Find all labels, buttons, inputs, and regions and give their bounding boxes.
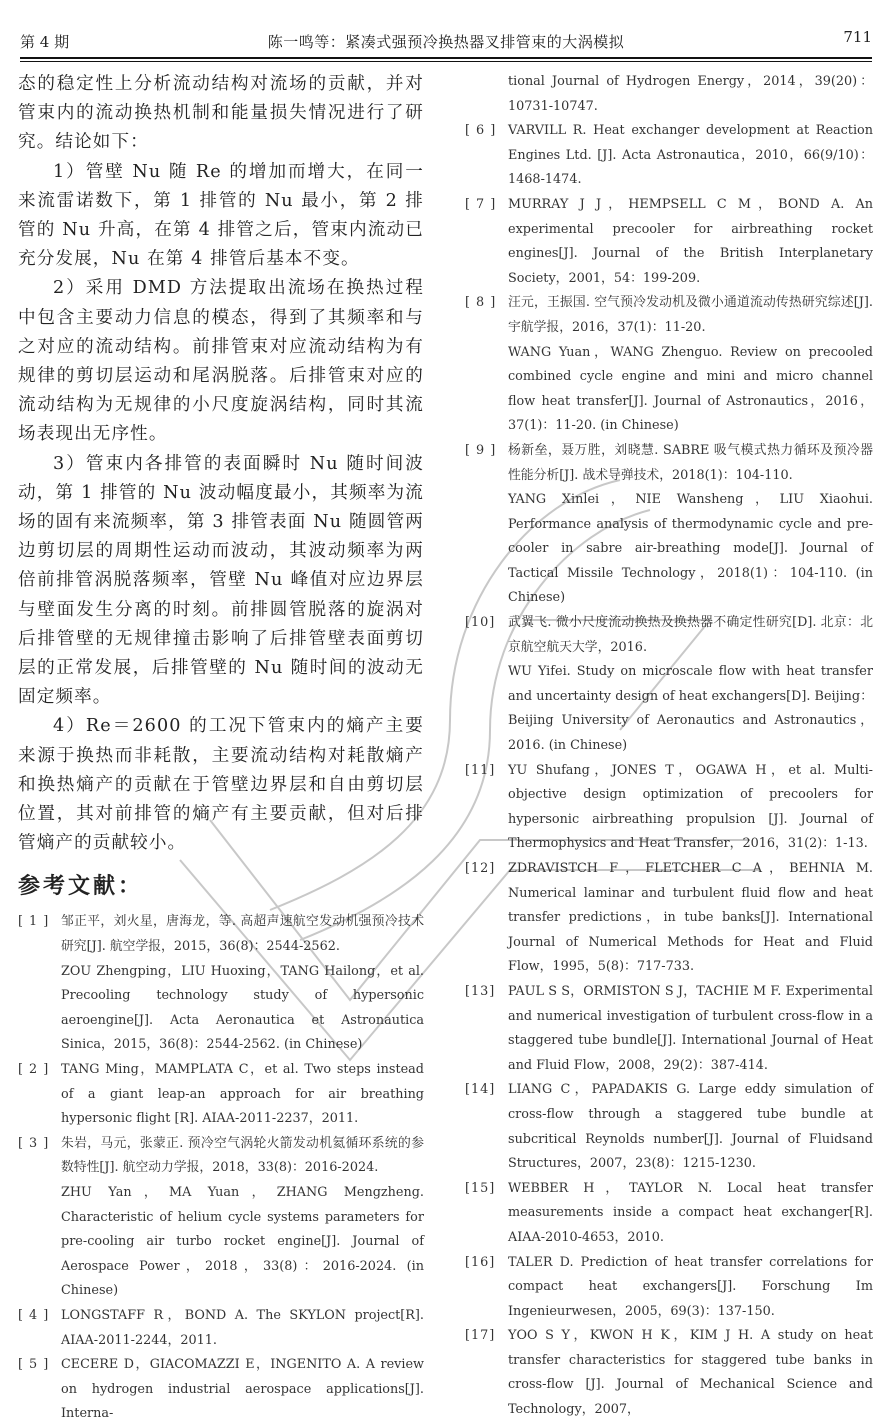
- reference-line: WU Yifei. Study on microscale flow with heat transfer and uncertainty design of heat exchangers[D]. Beijing：Beijing University of Aeronautics and Astronautics，2016. (in Chinese): [508, 664, 873, 754]
- reference-line: 邹正平，刘火星，唐海龙，等. 高超声速航空发动机强预冷技术研究[J]. 航空学报，2015，36(8)：2544-2562.: [61, 914, 424, 955]
- reference-line: YOO S Y，KWON H K，KIM J H. A study on heat transfer characteristics for staggered tube banks in cross-flow [J]. Journal of Mechanical Science and Technology，2007，: [508, 1328, 873, 1418]
- reference-line: WANG Yuan，WANG Zhenguo. Review on precooled combined cycle engine and mini and micro channel flow heat transfer[J]. Journal of Astronautics，2016，37(1)：11-20. (in Chinese): [508, 344, 873, 434]
- reference-number: [17]: [465, 1328, 496, 1344]
- reference-line: TALER D. Prediction of heat transfer correlations for compact heat exchangers[J]. Forschung Im Ingenieurwesen，2005，69(3)：137-150.: [508, 1254, 873, 1319]
- reference-number: [ 2 ]: [18, 1062, 50, 1078]
- reference-item: [465, 1177, 873, 1251]
- reference-item: [18, 1058, 424, 1132]
- reference-list-left: [18, 910, 424, 1426]
- page-number: 711: [843, 28, 872, 46]
- reference-number: [14]: [465, 1082, 496, 1098]
- reference-number: [ 5 ]: [18, 1357, 50, 1373]
- reference-line: MURRAY J J，HEMPSELL C M，BOND A. An experimental precooler for airbreathing rocket engines[J]. Journal of the British Interplanetary Society，2001，54：199-209.: [508, 196, 873, 286]
- left-column: [18, 70, 424, 1427]
- reference-item: [465, 1078, 873, 1176]
- issue-label: 第 4 期: [20, 33, 70, 51]
- reference-item: [465, 193, 873, 291]
- reference-line: CECERE D，GIACOMAZZI E，INGENITO A. A review on hydrogen industrial aerospace applications[J]. Interna-: [61, 1357, 424, 1422]
- reference-number: [10]: [465, 615, 496, 631]
- reference-number: [ 3 ]: [18, 1135, 50, 1151]
- reference-number: [11]: [465, 762, 496, 778]
- reference-item: [465, 119, 873, 193]
- reference-item: [465, 1324, 873, 1422]
- reference-number: [13]: [465, 983, 496, 999]
- reference-line: tional Journal of Hydrogen Energy，2014，39(20)：10731-10747.: [508, 74, 873, 114]
- reference-number: [12]: [465, 861, 496, 876]
- conclusion-3: 3）管束内各排管的表面瞬时 Nu 随时间波动，第 1 排管的 Nu 波动幅度最小，其频率为流场的固有来流频率，第 3 排管表面 Nu 随圆管两边剪切层的周期性运动而波动，其波动频率为两倍前排管涡脱落频率，管壁 Nu 峰值对应边界层与壁面发生分离的时刻。前排圆管脱落的旋涡对后排管壁的无规律撞击影响了后排管壁表面剪切层的正常发展，后排管壁的 Nu 随时间的波动无固定频率。: [18, 453, 424, 708]
- reference-item: [465, 857, 873, 980]
- reference-item: [18, 910, 424, 1058]
- reference-line: WEBBER H，TAYLOR N. Local heat transfer measurements inside a compact heat exchanger[R]. AIAA-2010-4653，2010.: [508, 1180, 873, 1245]
- reference-list-right: [465, 119, 873, 1422]
- reference-item: [465, 439, 873, 611]
- reference-item: [465, 1251, 873, 1325]
- reference-line: TANG Ming，MAMPLATA C，et al. Two steps instead of a giant leap-an approach for air breathing hypersonic flight [R]. AIAA-2011-2237，2011.: [61, 1062, 424, 1127]
- reference-item: [18, 1304, 424, 1353]
- references-heading: 参考文献：: [18, 874, 144, 900]
- reference-line: ZHU Yan，MA Yuan，ZHANG Mengzheng. Characteristic of helium cycle systems parameters for pre-cooling air turbo rocket engine[J]. Journal of Aerospace Power，2018，33(8)：2016-2024. (in Chinese): [61, 1185, 424, 1299]
- reference-line: YU Shufang，JONES T，OGAWA H，et al. Multi-objective design optimization of precoolers for hypersonic airbreathing propulsion [J]. Journal of Thermophysics and Heat Transfer，2016，31(2)：1-13.: [508, 762, 873, 852]
- reference-item: [18, 1132, 424, 1304]
- reference-line: 朱岩，马元，张蒙正. 预冷空气涡轮火箭发动机氦循环系统的参数特性[J]. 航空动力学报，2018，33(8)：2016-2024.: [61, 1135, 424, 1176]
- reference-item: [465, 611, 873, 759]
- reference-number: [ 6 ]: [465, 123, 497, 139]
- conclusion-2: 2）采用 DMD 方法提取出流场在换热过程中包含主要动力信息的模态，得到了其频率和与之对应的流动结构。前排管束对应流动结构为有规律的剪切层运动和尾涡脱落。后排管束对应的流动结构为无规律的小尺度旋涡结构，同时其流场表现出无序性。: [18, 278, 424, 445]
- reference-item: [465, 291, 873, 439]
- header-rule-thick: [20, 57, 872, 59]
- conclusion-4: 4）Re＝2600 的工况下管束内的熵产主要来源于换热而非耗散，主要流动结构对耗散熵产和换热熵产的贡献在于管壁边界层和自由剪切层位置，其对前排管的熵产有主要贡献，但对后排管熵产的贡献较小。: [18, 716, 424, 854]
- reference-number: [ 7 ]: [465, 196, 497, 212]
- reference-continuation: [465, 70, 873, 119]
- header-rule-thin: [20, 61, 872, 62]
- reference-number: [16]: [465, 1254, 496, 1270]
- reference-line: YANG Xinlei，NIE Wansheng，LIU Xiaohui. Performance analysis of thermodynamic cycle and pre-cooler in sabre air-breathing mode[J]. Journal of Tactical Missile Technology，2018(1)：104-110. (in Chinese): [508, 492, 873, 606]
- body-paragraph: 态的稳定性上分析流动结构对流场的贡献，并对管束内的流动换热机制和能量损失情况进行了研究。结论如下：: [18, 74, 424, 153]
- reference-line: LONGSTAFF R，BOND A. The SKYLON project[R]. AIAA-2011-2244，2011.: [61, 1307, 424, 1348]
- reference-number: [ 8 ]: [465, 295, 497, 311]
- reference-line: ZDRAVISTCH F，FLETCHER C A，BEHNIA M. Numerical laminar and turbulent fluid flow and heat transfer predictions，in tube banks[J]. International Journal of Numerical Methods for Heat and Fluid Flow，1995，5(8)：717-733.: [508, 861, 873, 975]
- reference-number: [ 1 ]: [18, 914, 50, 930]
- reference-item: [465, 759, 873, 857]
- reference-item: [465, 980, 873, 1078]
- reference-line: PAUL S S，ORMISTON S J，TACHIE M F. Experimental and numerical investigation of turbulent cross-flow in a staggered tube bundle[J]. International Journal of Heat and Fluid Flow，2008，29(2)：387-414.: [508, 983, 873, 1073]
- reference-line: LIANG C，PAPADAKIS G. Large eddy simulation of cross-flow through a staggered tube bundle at subcritical Reynolds number[J]. Journal of Fluidsand Structures，2007，23(8)：1215-1230.: [508, 1082, 873, 1172]
- running-title: 陈一鸣等：紧凑式强预冷换热器叉排管束的大涡模拟: [267, 33, 625, 51]
- reference-number: [ 9 ]: [465, 442, 497, 458]
- reference-line: VARVILL R. Heat exchanger development at Reaction Engines Ltd. [J]. Acta Astronautica，2010，66(9/10)：1468-1474.: [508, 123, 873, 188]
- reference-number: [ 4 ]: [18, 1307, 50, 1323]
- conclusion-1: 1）管壁 Nu 随 Re 的增加而增大，在同一来流雷诺数下，第 1 排管的 Nu 最小，第 2 排管的 Nu 升高，在第 4 排管之后，管束内流动已充分发展，Nu 在第 4 排管后基本不变。: [18, 161, 424, 270]
- running-header: [20, 28, 872, 54]
- reference-item: [18, 1353, 424, 1427]
- reference-line: 杨新垒，聂万胜，刘晓慧. SABRE 吸气模式热力循环及预冷器性能分析[J]. 战术导弹技术，2018(1)：104-110.: [508, 442, 873, 483]
- reference-number: [15]: [465, 1180, 496, 1196]
- reference-line: ZOU Zhengping，LIU Huoxing，TANG Hailong，et al. Precooling technology study of hypersonic aeroengine[J]. Acta Aeronautica et Astronautica Sinica，2015，36(8)：2544-2562. (in Chinese): [61, 963, 424, 1053]
- reference-line: 汪元，王振国. 空气预冷发动机及微小通道流动传热研究综述[J]. 宇航学报，2016，37(1)：11-20.: [508, 295, 873, 335]
- reference-line: 武翼飞. 微小尺度流动换热及换热器不确定性研究[D]. 北京：北京航空航天大学，2016.: [508, 615, 873, 655]
- right-column: [465, 70, 873, 1423]
